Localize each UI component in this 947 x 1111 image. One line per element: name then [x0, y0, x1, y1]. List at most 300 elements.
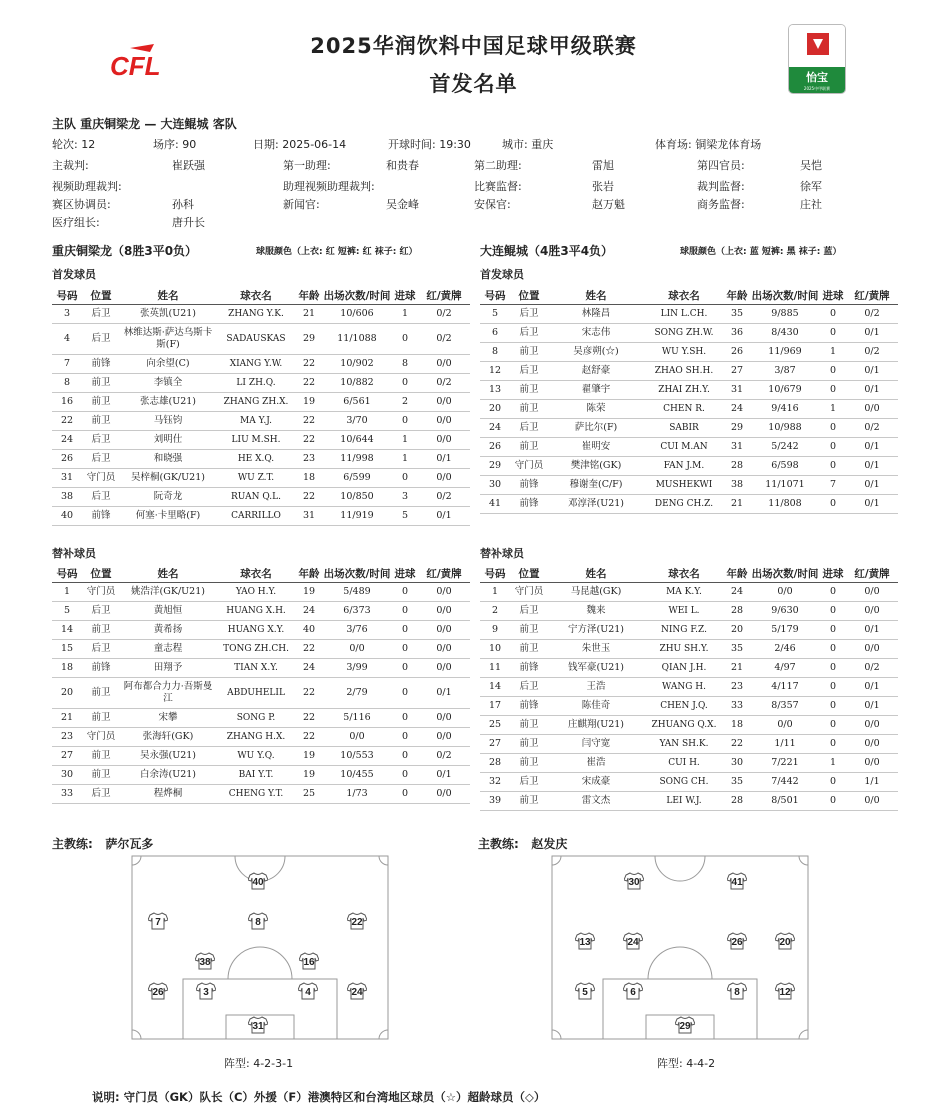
table-cell: 0/1 — [846, 696, 898, 715]
table-cell: 7 — [820, 475, 846, 494]
table-cell: 0 — [392, 323, 418, 354]
column-header: 进球 — [820, 288, 846, 304]
table-cell: 5 — [392, 506, 418, 525]
table-cell: 0 — [392, 373, 418, 392]
player-number: 31 — [252, 1021, 264, 1032]
player-shirt-icon — [298, 982, 318, 1000]
table-cell: 0/0 — [418, 392, 470, 411]
table-cell: 23 — [52, 727, 82, 746]
player-shirt-icon — [148, 982, 168, 1000]
table-cell: 前卫 — [510, 380, 548, 399]
table-cell: CARRILLO — [216, 506, 296, 525]
player-number: 40 — [252, 877, 264, 888]
table-cell: 何塞·卡里略(F) — [120, 506, 216, 525]
table-cell: 1/1 — [846, 772, 898, 791]
column-header: 号码 — [52, 566, 82, 582]
table-cell: 王浩 — [548, 677, 644, 696]
table-cell: 0/2 — [418, 323, 470, 354]
table-cell: 吴永强(U21) — [120, 746, 216, 765]
table-cell: 魏来 — [548, 601, 644, 620]
table-cell: XIANG Y.W. — [216, 354, 296, 373]
table-cell: MUSHEKWI — [644, 475, 724, 494]
table-cell: 闫守宽 — [548, 734, 644, 753]
table-cell: 0/2 — [846, 304, 898, 323]
player-shirt-icon — [347, 912, 367, 930]
table-cell: TONG ZH.CH. — [216, 639, 296, 658]
away-team-name: 大连鲲城（4胜3平4负） — [480, 244, 614, 258]
table-cell: 前卫 — [510, 639, 548, 658]
table-cell: ZHU SH.Y. — [644, 639, 724, 658]
table-cell: 5/116 — [322, 708, 392, 727]
svg-text:CFL: CFL — [110, 51, 161, 78]
table-cell: 前锋 — [82, 354, 120, 373]
table-cell: 阮奇龙 — [120, 487, 216, 506]
official-role: 主裁判: — [52, 159, 89, 172]
player-number: 24 — [351, 987, 363, 998]
home-formation: 阵型: 4-2-3-1 — [224, 1057, 294, 1070]
table-cell: 樊津铭(GK) — [548, 456, 644, 475]
table-cell: LI ZH.Q. — [216, 373, 296, 392]
table-header — [52, 288, 470, 304]
table-cell: 33 — [724, 696, 750, 715]
table-cell: 26 — [52, 449, 82, 468]
table-cell: 3/99 — [322, 658, 392, 677]
table-cell: 3/76 — [322, 620, 392, 639]
table-cell: 0 — [392, 658, 418, 677]
table-cell: 0 — [392, 765, 418, 784]
table-cell: 0 — [820, 304, 846, 323]
official-role: 第一助理: — [283, 159, 331, 172]
table-cell: 后卫 — [82, 639, 120, 658]
table-cell: 10/988 — [750, 418, 820, 437]
home-subs-label: 替补球员 — [52, 547, 96, 560]
column-header: 红/黄牌 — [846, 566, 898, 582]
table-cell: 31 — [724, 437, 750, 456]
table-row — [52, 304, 470, 323]
table-cell: 18 — [296, 468, 322, 487]
date-label: 日期: 2025-06-14 — [253, 138, 347, 151]
column-header: 球衣名 — [216, 566, 296, 582]
table-cell: 后卫 — [82, 601, 120, 620]
table-cell: 0 — [392, 411, 418, 430]
table-row — [480, 772, 898, 791]
table-cell: 6/561 — [322, 392, 392, 411]
player-shirt-icon — [727, 872, 747, 890]
table-cell: 18 — [724, 715, 750, 734]
table-cell: 35 — [724, 304, 750, 323]
table-cell: 0/0 — [846, 399, 898, 418]
table-cell: 0/2 — [846, 418, 898, 437]
table-cell: 0 — [820, 582, 846, 601]
table-cell: 0/0 — [418, 727, 470, 746]
table-cell: 4 — [52, 323, 82, 354]
table-row — [480, 380, 898, 399]
table-cell: 后卫 — [82, 323, 120, 354]
player-number: 7 — [155, 917, 161, 928]
table-row — [52, 727, 470, 746]
table-cell: 2/79 — [322, 677, 392, 708]
table-cell: 后卫 — [82, 430, 120, 449]
table-cell: 1 — [392, 304, 418, 323]
kickoff-label: 开球时间: 19:30 — [388, 138, 471, 151]
table-cell: 8/501 — [750, 791, 820, 810]
table-cell: 宋成豪 — [548, 772, 644, 791]
column-header: 位置 — [82, 288, 120, 304]
table-cell: 0 — [820, 601, 846, 620]
table-cell: 6/598 — [750, 456, 820, 475]
table-cell: 守门员 — [82, 582, 120, 601]
table-cell: 0/0 — [418, 468, 470, 487]
table-cell: 3/70 — [322, 411, 392, 430]
table-row — [52, 506, 470, 525]
table-cell: WEI L. — [644, 601, 724, 620]
table-cell: 前卫 — [510, 620, 548, 639]
table-cell: 张海轩(GK) — [120, 727, 216, 746]
column-header: 年龄 — [724, 288, 750, 304]
official-role: 医疗组长: — [52, 216, 100, 229]
table-cell: 0/0 — [750, 582, 820, 601]
table-cell: 前卫 — [82, 373, 120, 392]
table-cell: 0/2 — [418, 373, 470, 392]
table-cell: 0 — [392, 746, 418, 765]
table-cell: ZHAI ZH.Y. — [644, 380, 724, 399]
table-cell: 黄旭恒 — [120, 601, 216, 620]
table-cell: 20 — [52, 677, 82, 708]
table-cell: 前卫 — [510, 734, 548, 753]
table-cell: 2 — [392, 392, 418, 411]
away-starters-label: 首发球员 — [480, 268, 524, 281]
page-subtitle: 首发名单 — [429, 72, 518, 96]
table-cell: 0 — [820, 734, 846, 753]
away-coach: 主教练: 赵发庆 — [478, 837, 568, 851]
table-cell: 0/0 — [418, 620, 470, 639]
player-shirt-icon — [196, 982, 216, 1000]
table-cell: 28 — [480, 753, 510, 772]
table-cell: CUI H. — [644, 753, 724, 772]
table-row — [480, 696, 898, 715]
table-cell: 0/2 — [846, 342, 898, 361]
table-cell: 前卫 — [82, 411, 120, 430]
table-cell: LIN L.CH. — [644, 304, 724, 323]
table-cell: 39 — [480, 791, 510, 810]
table-cell: 9/630 — [750, 601, 820, 620]
table-cell: 13 — [480, 380, 510, 399]
table-cell: 后卫 — [510, 418, 548, 437]
table-cell: 前卫 — [510, 437, 548, 456]
table-cell: 27 — [52, 746, 82, 765]
table-cell: 35 — [724, 639, 750, 658]
table-cell: 0 — [392, 708, 418, 727]
table-cell: 5 — [52, 601, 82, 620]
table-cell: 穆谢奎(C/F) — [548, 475, 644, 494]
table-cell: SADAUSKAS — [216, 323, 296, 354]
player-shirt-icon — [248, 872, 268, 890]
table-cell: 29 — [724, 418, 750, 437]
table-cell: 33 — [52, 784, 82, 803]
table-cell: 36 — [724, 323, 750, 342]
table-cell: 21 — [52, 708, 82, 727]
table-cell: 张志雄(U21) — [120, 392, 216, 411]
table-cell: ZHUANG Q.X. — [644, 715, 724, 734]
table-row — [52, 449, 470, 468]
table-cell: 21 — [724, 658, 750, 677]
table-cell: 31 — [52, 468, 82, 487]
column-header: 出场次数/时间 — [750, 288, 820, 304]
table-row — [52, 354, 470, 373]
table-cell: 19 — [296, 746, 322, 765]
table-cell: 0/0 — [418, 708, 470, 727]
table-cell: 26 — [480, 437, 510, 456]
table-cell: 0/1 — [846, 456, 898, 475]
table-cell: 23 — [296, 449, 322, 468]
official-name: 徐军 — [800, 180, 822, 193]
table-cell: 3 — [392, 487, 418, 506]
table-cell: 0 — [820, 677, 846, 696]
table-cell: 15 — [52, 639, 82, 658]
table-cell: 崔明安 — [548, 437, 644, 456]
table-cell: 0/0 — [418, 639, 470, 658]
table-cell: 陈佳奇 — [548, 696, 644, 715]
table-cell: SONG ZH.W. — [644, 323, 724, 342]
table-row — [480, 418, 898, 437]
table-cell: 0/1 — [846, 437, 898, 456]
table-cell: 邓淳泽(U21) — [548, 494, 644, 513]
table-cell: 10/606 — [322, 304, 392, 323]
player-number: 20 — [779, 937, 791, 948]
table-cell: 宋攀 — [120, 708, 216, 727]
table-cell: 0 — [820, 323, 846, 342]
table-cell: 0/0 — [846, 639, 898, 658]
player-number: 16 — [303, 957, 315, 968]
player-number: 8 — [255, 917, 261, 928]
home-kit-colors: 球服颜色（上衣: 红 短裤: 红 袜子: 红） — [256, 247, 418, 257]
column-header: 年龄 — [296, 288, 322, 304]
table-cell: WANG H. — [644, 677, 724, 696]
home-team-name: 重庆铜梁龙（8胜3平0负） — [52, 244, 198, 258]
table-cell: CHEN R. — [644, 399, 724, 418]
column-header: 进球 — [392, 566, 418, 582]
table-cell: 0/0 — [846, 734, 898, 753]
table-cell: LEI W.J. — [644, 791, 724, 810]
table-cell: WU Y.Q. — [216, 746, 296, 765]
table-cell: 0/0 — [846, 582, 898, 601]
table-cell: 25 — [480, 715, 510, 734]
column-header: 号码 — [480, 566, 510, 582]
table-cell: ZHANG ZH.X. — [216, 392, 296, 411]
table-cell: MA K.Y. — [644, 582, 724, 601]
table-cell: 22 — [296, 677, 322, 708]
table-row — [480, 437, 898, 456]
table-cell: 24 — [724, 399, 750, 418]
table-cell: 0 — [820, 456, 846, 475]
table-cell: 阿布都合力力·吾斯曼江 — [120, 677, 216, 708]
table-cell: 0 — [392, 784, 418, 803]
player-shirt-icon — [675, 1016, 695, 1034]
table-cell: 黄希扬 — [120, 620, 216, 639]
column-header: 姓名 — [548, 566, 644, 582]
table-cell: 2 — [480, 601, 510, 620]
table-cell: 1 — [52, 582, 82, 601]
table-cell: 5/489 — [322, 582, 392, 601]
official-name: 和贵春 — [386, 159, 419, 172]
table-cell: 31 — [724, 380, 750, 399]
table-cell: 前卫 — [510, 342, 548, 361]
table-row — [480, 399, 898, 418]
table-cell: 2/46 — [750, 639, 820, 658]
table-cell: 田翔予 — [120, 658, 216, 677]
table-cell: 马昆越(GK) — [548, 582, 644, 601]
table-cell: 22 — [724, 734, 750, 753]
table-row — [52, 677, 470, 708]
table-row — [52, 487, 470, 506]
column-header: 位置 — [82, 566, 120, 582]
table-cell: 0/1 — [846, 323, 898, 342]
table-cell: 陈荣 — [548, 399, 644, 418]
table-row — [52, 430, 470, 449]
table-cell: 20 — [480, 399, 510, 418]
table-header — [480, 566, 898, 582]
table-cell: 后卫 — [82, 449, 120, 468]
table-cell: 20 — [724, 620, 750, 639]
table-cell: 28 — [724, 456, 750, 475]
table-cell: 0 — [392, 468, 418, 487]
table-cell: SONG P. — [216, 708, 296, 727]
table-cell: 25 — [296, 784, 322, 803]
table-cell: MA Y.J. — [216, 411, 296, 430]
table-cell: 24 — [480, 418, 510, 437]
home-starters-label: 首发球员 — [52, 268, 96, 281]
table-cell: 0 — [392, 677, 418, 708]
table-cell: 11/969 — [750, 342, 820, 361]
player-number: 29 — [679, 1021, 691, 1032]
table-cell: WU Z.T. — [216, 468, 296, 487]
table-cell: 22 — [296, 373, 322, 392]
player-number: 41 — [731, 877, 743, 888]
table-cell: 1 — [820, 399, 846, 418]
table-cell: 24 — [296, 601, 322, 620]
player-number: 22 — [351, 917, 363, 928]
player-number: 3 — [203, 987, 209, 998]
table-cell: 后卫 — [510, 601, 548, 620]
table-cell: 守门员 — [510, 582, 548, 601]
table-cell: 0/1 — [418, 677, 470, 708]
column-header: 红/黄牌 — [418, 288, 470, 304]
column-header: 姓名 — [120, 288, 216, 304]
table-cell: 10/455 — [322, 765, 392, 784]
official-role: 商务监督: — [697, 198, 745, 211]
column-header: 出场次数/时间 — [750, 566, 820, 582]
column-header: 姓名 — [120, 566, 216, 582]
column-header: 出场次数/时间 — [322, 566, 392, 582]
player-shirt-icon — [299, 952, 319, 970]
table-cell: 4/97 — [750, 658, 820, 677]
table-cell: 雷文杰 — [548, 791, 644, 810]
table-cell: 35 — [724, 772, 750, 791]
table-row — [52, 765, 470, 784]
table-cell: 白余涛(U21) — [120, 765, 216, 784]
table-cell: 后卫 — [510, 772, 548, 791]
table-row — [52, 639, 470, 658]
table-cell: 前卫 — [82, 708, 120, 727]
table-cell: 前锋 — [510, 475, 548, 494]
column-header: 位置 — [510, 288, 548, 304]
table-cell: 后卫 — [510, 304, 548, 323]
player-number: 8 — [734, 987, 740, 998]
table-row — [52, 784, 470, 803]
table-cell: 后卫 — [82, 487, 120, 506]
table-header — [480, 288, 898, 304]
player-shirt-icon — [248, 1016, 268, 1034]
table-cell: 0/1 — [846, 620, 898, 639]
page-title: 2025华润饮料中国足球甲级联赛 — [310, 34, 637, 58]
table-cell: 22 — [296, 430, 322, 449]
table-row — [52, 468, 470, 487]
table-cell: 23 — [724, 677, 750, 696]
table-cell: 19 — [296, 582, 322, 601]
column-header: 位置 — [510, 566, 548, 582]
table-cell: 前卫 — [82, 620, 120, 639]
player-number: 6 — [630, 987, 636, 998]
table-row — [52, 392, 470, 411]
table-cell: 0 — [820, 791, 846, 810]
table-cell: 12 — [480, 361, 510, 380]
table-cell: 前锋 — [82, 506, 120, 525]
table-cell: 24 — [296, 658, 322, 677]
table-cell: ZHAO SH.H. — [644, 361, 724, 380]
away-subs-table — [480, 566, 898, 811]
table-cell: TIAN X.Y. — [216, 658, 296, 677]
table-cell: 庄麒翔(U21) — [548, 715, 644, 734]
table-cell: 0 — [820, 418, 846, 437]
official-role: 比赛监督: — [474, 180, 522, 193]
table-cell: 0/0 — [322, 639, 392, 658]
column-header: 红/黄牌 — [418, 566, 470, 582]
player-number: 24 — [627, 937, 639, 948]
player-shirt-icon — [148, 912, 168, 930]
official-name: 雷旭 — [592, 159, 614, 172]
table-cell: 11 — [480, 658, 510, 677]
table-cell: 0/0 — [846, 753, 898, 772]
player-shirt-icon — [775, 982, 795, 1000]
table-cell: 0 — [392, 582, 418, 601]
table-cell: 8 — [480, 342, 510, 361]
table-cell: 后卫 — [510, 323, 548, 342]
official-role: 裁判监督: — [697, 180, 745, 193]
table-cell: 10/553 — [322, 746, 392, 765]
table-row — [480, 323, 898, 342]
table-cell: 6/373 — [322, 601, 392, 620]
table-cell: 崔浩 — [548, 753, 644, 772]
table-cell: 前锋 — [510, 696, 548, 715]
official-role: 新闻官: — [283, 198, 320, 211]
table-cell: ABDUHELIL — [216, 677, 296, 708]
table-cell: 27 — [724, 361, 750, 380]
home-coach-name: 萨尔瓦多 — [105, 837, 154, 851]
table-cell: ZHANG Y.K. — [216, 304, 296, 323]
column-header: 球衣名 — [644, 566, 724, 582]
table-cell: 0/0 — [418, 582, 470, 601]
official-role: 安保官: — [474, 198, 511, 211]
table-cell: ZHANG H.X. — [216, 727, 296, 746]
table-row — [52, 373, 470, 392]
table-cell: CUI M.AN — [644, 437, 724, 456]
column-header: 年龄 — [296, 566, 322, 582]
table-cell: 24 — [52, 430, 82, 449]
table-cell: 前锋 — [510, 494, 548, 513]
table-cell: 7/442 — [750, 772, 820, 791]
table-cell: 0 — [820, 380, 846, 399]
table-cell: 0/0 — [418, 601, 470, 620]
